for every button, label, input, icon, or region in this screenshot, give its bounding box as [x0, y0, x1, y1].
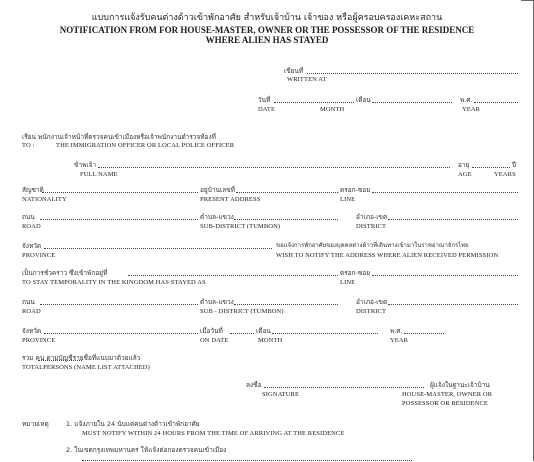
district2-label: DISTRICT [356, 308, 387, 315]
age-field[interactable] [472, 167, 510, 168]
on-date-label: ON DATE [200, 337, 229, 344]
year-label-thai: พ.ศ. [460, 96, 473, 104]
year-label: YEAR [462, 106, 481, 113]
province-label: PROVINCE [22, 252, 56, 259]
road-label-thai: ถนน [22, 213, 35, 221]
year2-field[interactable] [404, 333, 444, 334]
line-label: LINE [340, 196, 356, 203]
year2-label-thai: พ.ศ. [390, 327, 403, 335]
full-name-field[interactable] [98, 167, 450, 168]
written-at-label: WRITTEN AT [287, 76, 327, 83]
year-field[interactable] [474, 102, 518, 103]
nationality-label: NATIONALITY [22, 196, 67, 203]
wish-to-notify-label: WISH TO NOTIFY THE ADDRESS WHERE ALIEN RECEIVED PERMISSION [276, 252, 499, 259]
day-label-thai: วันที่ [258, 96, 271, 104]
district2-label-thai: อำเภอ-เขต [356, 298, 388, 306]
road2-field[interactable] [40, 304, 198, 305]
years-label: YEARS [494, 171, 516, 178]
age-label: AGE [458, 171, 472, 178]
page-edge [521, 0, 534, 461]
on-date-label-thai: เมื่อวันที่ [200, 327, 223, 335]
line-label-thai: ตรอก-ซอย [340, 186, 371, 194]
month-label-thai: เดือน [356, 96, 371, 104]
nationality-label-thai: สัญชาติ [22, 186, 44, 194]
remark-2-cutoff [82, 460, 412, 461]
age-label-thai: อายุ [458, 161, 470, 169]
district-field[interactable] [388, 219, 518, 220]
role-label-thai: ผู้แจ้งในฐานะเจ้าบ้าน [430, 381, 490, 389]
subdistrict-label: SUB-DISTRICT (TUMBON) [200, 223, 281, 230]
road2-label-thai: ถนน [22, 298, 35, 306]
year2-label: YEAR [390, 337, 409, 344]
line2-label-thai: ตรอก-ซอย [340, 269, 371, 277]
road-label: ROAD [22, 223, 41, 230]
line-field[interactable] [372, 192, 518, 193]
district-label-thai: อำเภอ-เขต [356, 213, 388, 221]
province2-label: PROVINCE [22, 337, 56, 344]
subdistrict2-field[interactable] [234, 304, 338, 305]
to-label: TO : [22, 142, 35, 149]
province-field[interactable] [44, 248, 272, 249]
province2-field[interactable] [44, 333, 198, 334]
subdistrict-label-thai: ตำบล-แขวง [200, 213, 234, 221]
total-persons-thai: รวม คน ตามบัญชีรายชื่อที่แนบมาด้วยแล้ว [22, 354, 141, 362]
nationality-field[interactable] [42, 192, 198, 193]
present-address-label: PRESENT ADDRESS [200, 196, 261, 203]
role-label: HOUSE-MASTER, OWNER OR [402, 391, 493, 398]
remark-2-thai: 2. ในเขตกรุงเทพมหานคร ให้แจ้งต่อกองตรวจคนเข้าเมือง [66, 446, 227, 454]
month-field[interactable] [372, 102, 452, 103]
month-label: MONTH [320, 106, 345, 113]
to-recipient: THE IMMIGRATION OFFICER OR LOCAL POLICE OFFICER [56, 142, 235, 149]
province-label-thai: จังหวัด [22, 242, 42, 250]
temporary-stay-thai: เป็นการชั่วคราว ซึ่งเข้าพักอยู่ที่ [22, 269, 108, 277]
written-at-field[interactable] [307, 73, 518, 74]
on-date-field[interactable] [230, 333, 254, 334]
signature-field[interactable] [264, 387, 424, 388]
role-label-line2: POSSESSOR OR RESIDENCE [402, 400, 488, 407]
form-title-english: NOTIFICATION FROM FOR HOUSE-MASTER, OWNER OR THE POSSESSOR OF THE RESIDENCE [59, 25, 475, 35]
line2-label: LINE [340, 279, 356, 286]
month2-label: MONTH [258, 337, 283, 344]
district-label: DISTRICT [356, 223, 387, 230]
road2-label: ROAD [22, 308, 41, 315]
subdistrict2-label-thai: ตำบล-แขวง [200, 298, 234, 306]
present-address-field[interactable] [236, 192, 338, 193]
day-label: DATE [258, 106, 276, 113]
form-title-english-line2: WHERE ALIEN HAS STAYED [205, 35, 329, 45]
remarks-label-thai: หมายเหตุ [22, 420, 49, 428]
district2-field[interactable] [388, 304, 518, 305]
signature-label: SIGNATURE [262, 391, 300, 398]
to-thai: เรียน พนักงานเจ้าหน้าที่ตรวจคนเข้าเมืองหรือเจ้าพนักงานตำรวจท้องที่ [22, 133, 216, 141]
years-label-thai: ปี [512, 161, 517, 169]
stayed-as-field[interactable] [128, 275, 338, 276]
line2-field[interactable] [372, 275, 518, 276]
month2-field[interactable] [272, 333, 378, 334]
signature-label-thai: ลงชื่อ [246, 381, 262, 389]
name-label-thai: ข้าพเจ้า [74, 161, 97, 169]
day-field[interactable] [274, 102, 354, 103]
total-persons-label: TOTALPERSONS (NAME LIST ATTACHED) [22, 364, 150, 371]
subdistrict-field[interactable] [234, 219, 338, 220]
wish-to-notify-thai: ขอแจ้งการพักอาศัยของบุคคลต่างด้าวที่เดินทางเข้ามาในราชอาณาจักรไทย [276, 242, 469, 249]
subdistrict2-label: SUB - DISTRICT (TUMBON) [200, 308, 284, 315]
temporary-stay-label: TO STAY TEMPORALITY IN THE KINGDOM HAS STAYED AS [22, 279, 206, 286]
road-field[interactable] [40, 219, 198, 220]
total-persons-field[interactable] [38, 360, 82, 361]
remark-1-thai: 1. แจ้งภายใน 24 นับแต่คนต่างด้าวเข้าพักอาศัย [66, 420, 200, 428]
form-title-thai: แบบการแจ้งรับคนต่างด้าวเข้าพักอาศัย สำหรับเจ้าบ้าน เจ้าของ หรือผู้ครอบครองเคหะสถาน [91, 13, 443, 23]
month2-label-thai: เดือน [256, 327, 271, 335]
address-label-thai: อยู่บ้านเลขที่ [200, 186, 235, 194]
full-name-label: FULL NAME [80, 171, 118, 178]
written-at-label-thai: เขียนที่ [284, 67, 304, 75]
province2-label-thai: จังหวัด [22, 327, 42, 335]
remark-1: MUST NOTIFY WITHIN 24 HOURS FROM THE TIME OF ARRIVING AT THE RESIDENCE [82, 430, 345, 437]
